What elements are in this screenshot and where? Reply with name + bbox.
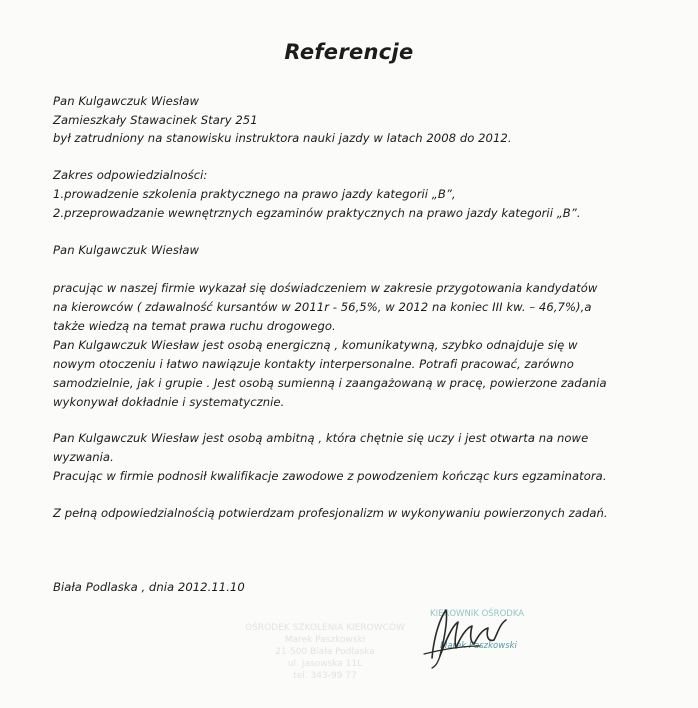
stamp-line: tel. 343-99 77	[293, 671, 357, 681]
document-title: Referencje	[284, 40, 414, 64]
ambition-line: wyzwania.	[53, 450, 114, 464]
stamp-role: KIEROWNIK OŚRODKA	[430, 609, 525, 619]
body-line: wykonywał dokładnie i systematycznie.	[53, 395, 285, 409]
employment-statement: był zatrudniony na stanowisku instruktora nauki jazdy w latach 2008 do 2012.	[53, 131, 512, 145]
employee-name: Pan Kulgawczuk Wiesław	[53, 94, 200, 108]
signature-icon	[410, 596, 530, 672]
body-line: samodzielnie, jak i grupie . Jest osobą sumienną i zaangażowaną w pracę, powierzone zadania	[53, 376, 607, 390]
body-line: Pan Kulgawczuk Wiesław jest osobą energiczną , komunikatywną, szybko odnajduje się w	[53, 338, 578, 352]
ambition-line: Pracując w firmie podnosił kwalifikacje zawodowe z powodzeniem kończąc kurs egzaminatora.	[53, 469, 607, 483]
responsibilities-heading: Zakres odpowiedzialności:	[53, 168, 208, 182]
stamp-line: Marek Paszkowski	[284, 635, 366, 645]
body-line: nowym otoczeniu i łatwo nawiązuje kontakty interpersonalne. Potrafi pracować, zarówno	[53, 357, 574, 371]
body-line: pracując w naszej firmie wykazał się doświadczeniem w zakresie przygotowania kandydatów	[53, 281, 598, 295]
employee-address: Zamieszkały Stawacinek Stary 251	[53, 113, 258, 127]
name-line: Pan Kulgawczuk Wiesław	[53, 243, 200, 257]
responsibility-item: 2.przeprowadzanie wewnętrznych egzaminów praktycznych na prawo jazdy kategorii „B”.	[53, 206, 581, 220]
stamp-line: OŚRODEK SZKOLENIA KIEROWCÓW	[245, 623, 405, 633]
company-stamp	[240, 622, 410, 682]
stamp-line: ul. Jasowska 11L	[287, 659, 363, 669]
stamp-name: Marek Paszkowski	[440, 641, 517, 651]
body-line: także wiedzą na temat prawa ruchu drogowego.	[53, 319, 336, 333]
responsibility-item: 1.prowadzenie szkolenia praktycznego na prawo jazdy kategorii „B”,	[53, 187, 456, 201]
body-line: na kierowców ( zdawalność kursantów w 2011r - 56,5%, w 2012 na koniec III kw. – 46,7%),a	[53, 300, 592, 314]
place-date: Biała Podlaska , dnia 2012.11.10	[53, 580, 245, 594]
closing-statement: Z pełną odpowiedzialnością potwierdzam profesjonalizm w wykonywaniu powierzonych zadań.	[53, 506, 608, 520]
ambition-line: Pan Kulgawczuk Wiesław jest osobą ambitną , która chętnie się uczy i jest otwarta na nowe	[53, 431, 589, 445]
stamp-line: 21-500 Biała Podlaska	[275, 647, 375, 657]
